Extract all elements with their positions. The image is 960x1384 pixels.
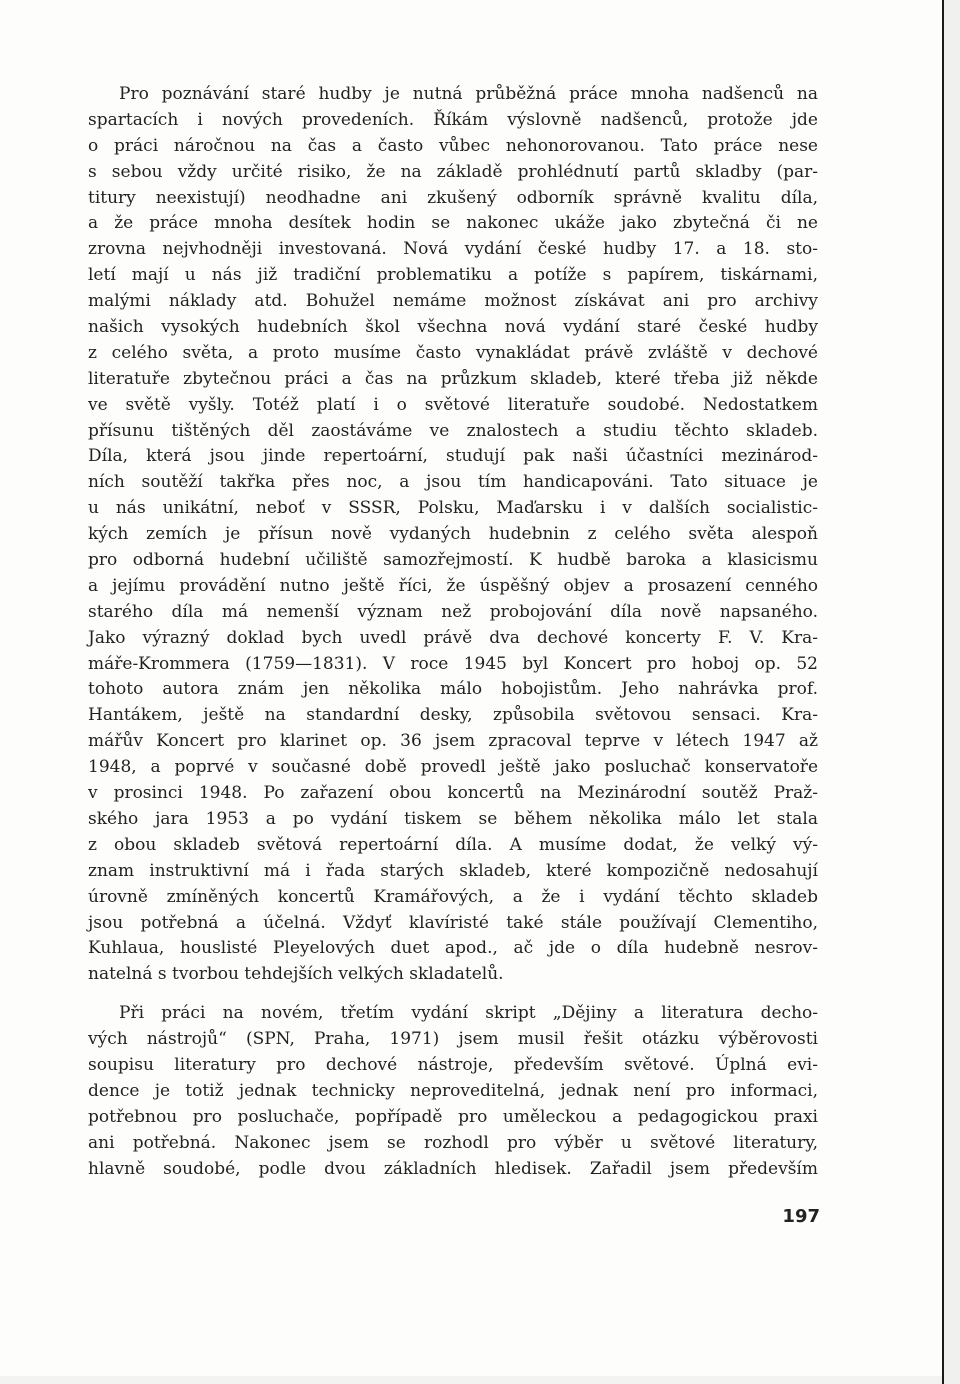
text-line: letí mají u nás již tradiční problematiku a potíže s papírem, tiskárnami, (88, 265, 818, 286)
binding-edge-line (942, 0, 944, 1384)
page-number: 197 (782, 1206, 820, 1227)
text-line: z obou skladeb světová repertoární díla. A musíme dodat, že velký vý- (88, 834, 818, 855)
text-line: starého díla má nemenší význam než probojování díla nově napsaného. (88, 601, 818, 622)
text-line: Pro poznávání staré hudby je nutná průběžná práce mnoha nadšenců na (119, 84, 818, 104)
page-bottom-edge (0, 1376, 944, 1384)
text-line: Kuhlaua, houslisté Pleyelových duet apod., ač jde o díla hudebně nesrov- (88, 938, 818, 959)
text-line: Jako výrazný doklad bych uvedl právě dva dechové koncerty F. V. Kra- (88, 627, 818, 648)
text-line: o práci náročnou na čas a často vůbec nehonorovanou. Tato práce nese (88, 135, 818, 156)
text-line: z celého světa, a proto musíme často vynakládat právě zvláště v dechové (88, 342, 818, 363)
body-text (88, 82, 818, 1182)
text-line: zrovna nejvhodněji investovaná. Nová vydání české hudby 17. a 18. sto- (88, 239, 818, 260)
text-line: v prosinci 1948. Po zařazení obou koncertů na Mezinárodní soutěž Praž- (88, 783, 818, 804)
text-line: máře-Krommera (1759—1831). V roce 1945 byl Koncert pro hoboj op. 52 (88, 653, 818, 674)
text-line: ve světě vyšly. Totéž platí i o světové literatuře soudobé. Nedostatkem (88, 394, 818, 415)
text-line: jsou potřebná a účelná. Vždyť klavíristé také stále používají Clementiho, (88, 912, 818, 933)
text-line: Hantákem, ještě na standardní desky, způsobila světovou sensaci. Kra- (88, 705, 818, 726)
text-line: s sebou vždy určité risiko, že na základě prohlédnutí partů skladby (par- (88, 161, 818, 182)
paragraph-1 (88, 82, 818, 988)
text-line: potřebnou pro posluchače, popřípadě pro uměleckou a pedagogickou praxi (88, 1106, 818, 1127)
text-line: malými náklady atd. Bohužel nemáme možnost získávat ani pro archivy (88, 291, 818, 312)
text-line: tohoto autora znám jen několika málo hobojistům. Jeho nahrávka prof. (88, 679, 818, 700)
text-line: přísunu tištěných děl zaostáváme ve znalostech a studiu těchto skladeb. (88, 420, 818, 441)
text-line: soupisu literatury pro dechové nástroje, především světové. Úplná evi- (88, 1054, 818, 1075)
text-line: pro odborná hudební učiliště samozřejmostí. K hudbě baroka a klasicismu (88, 550, 818, 571)
text-line: vých nástrojů“ (SPN, Praha, 1971) jsem musil řešit otázku výběrovosti (88, 1029, 818, 1050)
text-line: literatuře zbytečnou práci a čas na průzkum skladeb, které třeba již někde (88, 368, 818, 389)
text-line: dence je totiž jednak technicky neproveditelná, jednak není pro informaci, (88, 1080, 818, 1101)
text-line: spartacích i nových provedeních. Říkám výslovně nadšenců, protože jde (88, 109, 818, 130)
text-line: ani potřebná. Nakonec jsem se rozhodl pro výběr u světové literatury, (88, 1132, 818, 1153)
paragraph-2 (88, 1001, 818, 1182)
text-line: hlavně soudobé, podle dvou základních hledisek. Zařadil jsem především (88, 1158, 818, 1179)
text-line: u nás unikátní, neboť v SSSR, Polsku, Maďarsku i v dalších socialistic- (88, 498, 818, 519)
text-line: našich vysokých hudebních škol všechna nová vydání staré české hudby (88, 317, 818, 338)
text-line: mářův Koncert pro klarinet op. 36 jsem zpracoval teprve v létech 1947 až (88, 731, 818, 752)
text-line: 1948, a poprvé v současné době provedl ještě jako posluchač konservatoře (88, 757, 818, 778)
paragraph-gap (88, 988, 818, 1001)
text-line: znam instruktivní má i řada starých skladeb, které kompozičně nedosahují (88, 860, 818, 881)
text-line: natelná s tvorbou tehdejších velkých skladatelů. (88, 964, 504, 985)
text-line: ních soutěží takřka přes noc, a jsou tím handicapováni. Tato situace je (88, 472, 818, 493)
text-line: Díla, která jsou jinde repertoární, studují pak naši účastníci mezinárod- (88, 446, 818, 467)
text-line: Při práci na novém, třetím vydání skript „Dějiny a literatura decho- (119, 1003, 818, 1024)
page-right-edge (943, 0, 960, 1384)
text-line: úrovně zmíněných koncertů Kramářových, a že i vydání těchto skladeb (88, 886, 818, 907)
text-line: a že práce mnoha desítek hodin se nakonec ukáže jako zbytečná či ne (88, 213, 818, 234)
text-line: a jejímu provádění nutno ještě říci, že úspěšný objev a prosazení cenného (88, 575, 818, 596)
text-line: ského jara 1953 a po vydání tiskem se během několika málo let stala (88, 808, 818, 829)
text-line: titury neexistují) neodhadne ani zkušený odborník správně kvalitu díla, (88, 187, 818, 208)
text-line: kých zemích je přísun nově vydaných hudebnin z celého světa alespoň (88, 524, 818, 545)
